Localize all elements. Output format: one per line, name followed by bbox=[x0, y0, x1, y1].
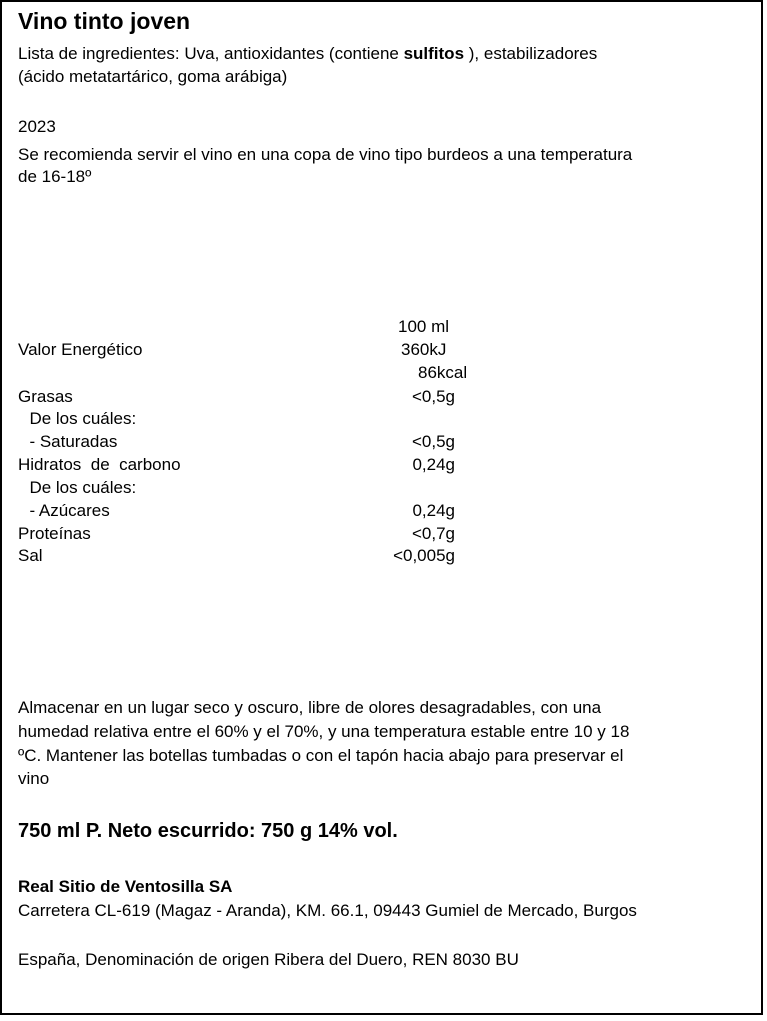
serving-line-1: Se recomienda servir el vino en una copa de vino tipo burdeos a una temperatura bbox=[18, 145, 633, 164]
energy-kcal: 86kcal bbox=[418, 363, 468, 382]
nutrient-label: Grasas bbox=[18, 387, 73, 406]
storage-line-3: ºC. Mantener las botellas tumbadas o con el tapón hacia abajo para preservar el bbox=[18, 746, 624, 765]
nutrient-label: Sal bbox=[18, 546, 43, 565]
nutrient-value: <0,5g bbox=[411, 432, 455, 451]
energy-label: Valor Energético bbox=[18, 340, 143, 359]
product-title: Vino tinto joven bbox=[18, 8, 191, 34]
nutrition-row bbox=[2, 544, 765, 567]
nutrient-label: De los cuáles: bbox=[20, 409, 137, 428]
origin-line: España, Denominación de origen Ribera del Duero, REN 8030 BU bbox=[18, 950, 519, 969]
nutrient-value: 0,24g bbox=[412, 501, 455, 520]
nutrient-label: Proteínas bbox=[18, 524, 91, 543]
ingredients-prefix: Lista de ingredientes: Uva, antioxidantes (contiene bbox=[18, 44, 404, 63]
ingredients-line-2: (ácido metatartárico, goma arábiga) bbox=[18, 67, 288, 86]
nutrition-row bbox=[2, 407, 765, 430]
nutrition-header: 100 ml bbox=[398, 317, 450, 336]
nutrition-row bbox=[2, 499, 765, 522]
nutrition-row bbox=[2, 522, 765, 545]
storage-line-1: Almacenar en un lugar seco y oscuro, libre de olores desagradables, con una bbox=[18, 698, 602, 717]
allergen-sulfites: sulfitos bbox=[403, 44, 465, 63]
nutrition-row bbox=[2, 385, 765, 408]
storage-line-2: humedad relativa entre el 60% y el 70%, y una temperatura estable entre 10 y 18 bbox=[18, 722, 630, 741]
nutrient-label: - Saturadas bbox=[20, 432, 118, 451]
serving-line-2: de 16-18º bbox=[18, 167, 92, 186]
nutrient-value: 0,24g bbox=[412, 455, 455, 474]
nutrition-row bbox=[2, 453, 765, 476]
producer-address: Carretera CL-619 (Magaz - Aranda), KM. 66.1, 09443 Gumiel de Mercado, Burgos bbox=[18, 901, 637, 920]
producer-name: Real Sitio de Ventosilla SA bbox=[18, 877, 233, 896]
ingredients-line-1 bbox=[18, 44, 597, 64]
nutrient-value: <0,005g bbox=[393, 546, 455, 565]
nutrient-label: De los cuáles: bbox=[20, 478, 137, 497]
nutrient-label: - Azúcares bbox=[20, 501, 110, 520]
nutrient-value: <0,7g bbox=[411, 524, 455, 543]
nutrition-row bbox=[2, 476, 765, 499]
nutrition-row bbox=[2, 430, 765, 453]
net-content: 750 ml P. Neto escurrido: 750 g 14% vol. bbox=[18, 820, 398, 842]
nutrient-label: Hidratos de carbono bbox=[18, 455, 181, 474]
nutrient-value: <0,5g bbox=[411, 387, 455, 406]
storage-line-4: vino bbox=[18, 769, 50, 788]
vintage-year: 2023 bbox=[18, 117, 56, 136]
ingredients-suffix: ), estabilizadores bbox=[464, 44, 598, 63]
energy-kj: 360kJ bbox=[401, 340, 447, 359]
